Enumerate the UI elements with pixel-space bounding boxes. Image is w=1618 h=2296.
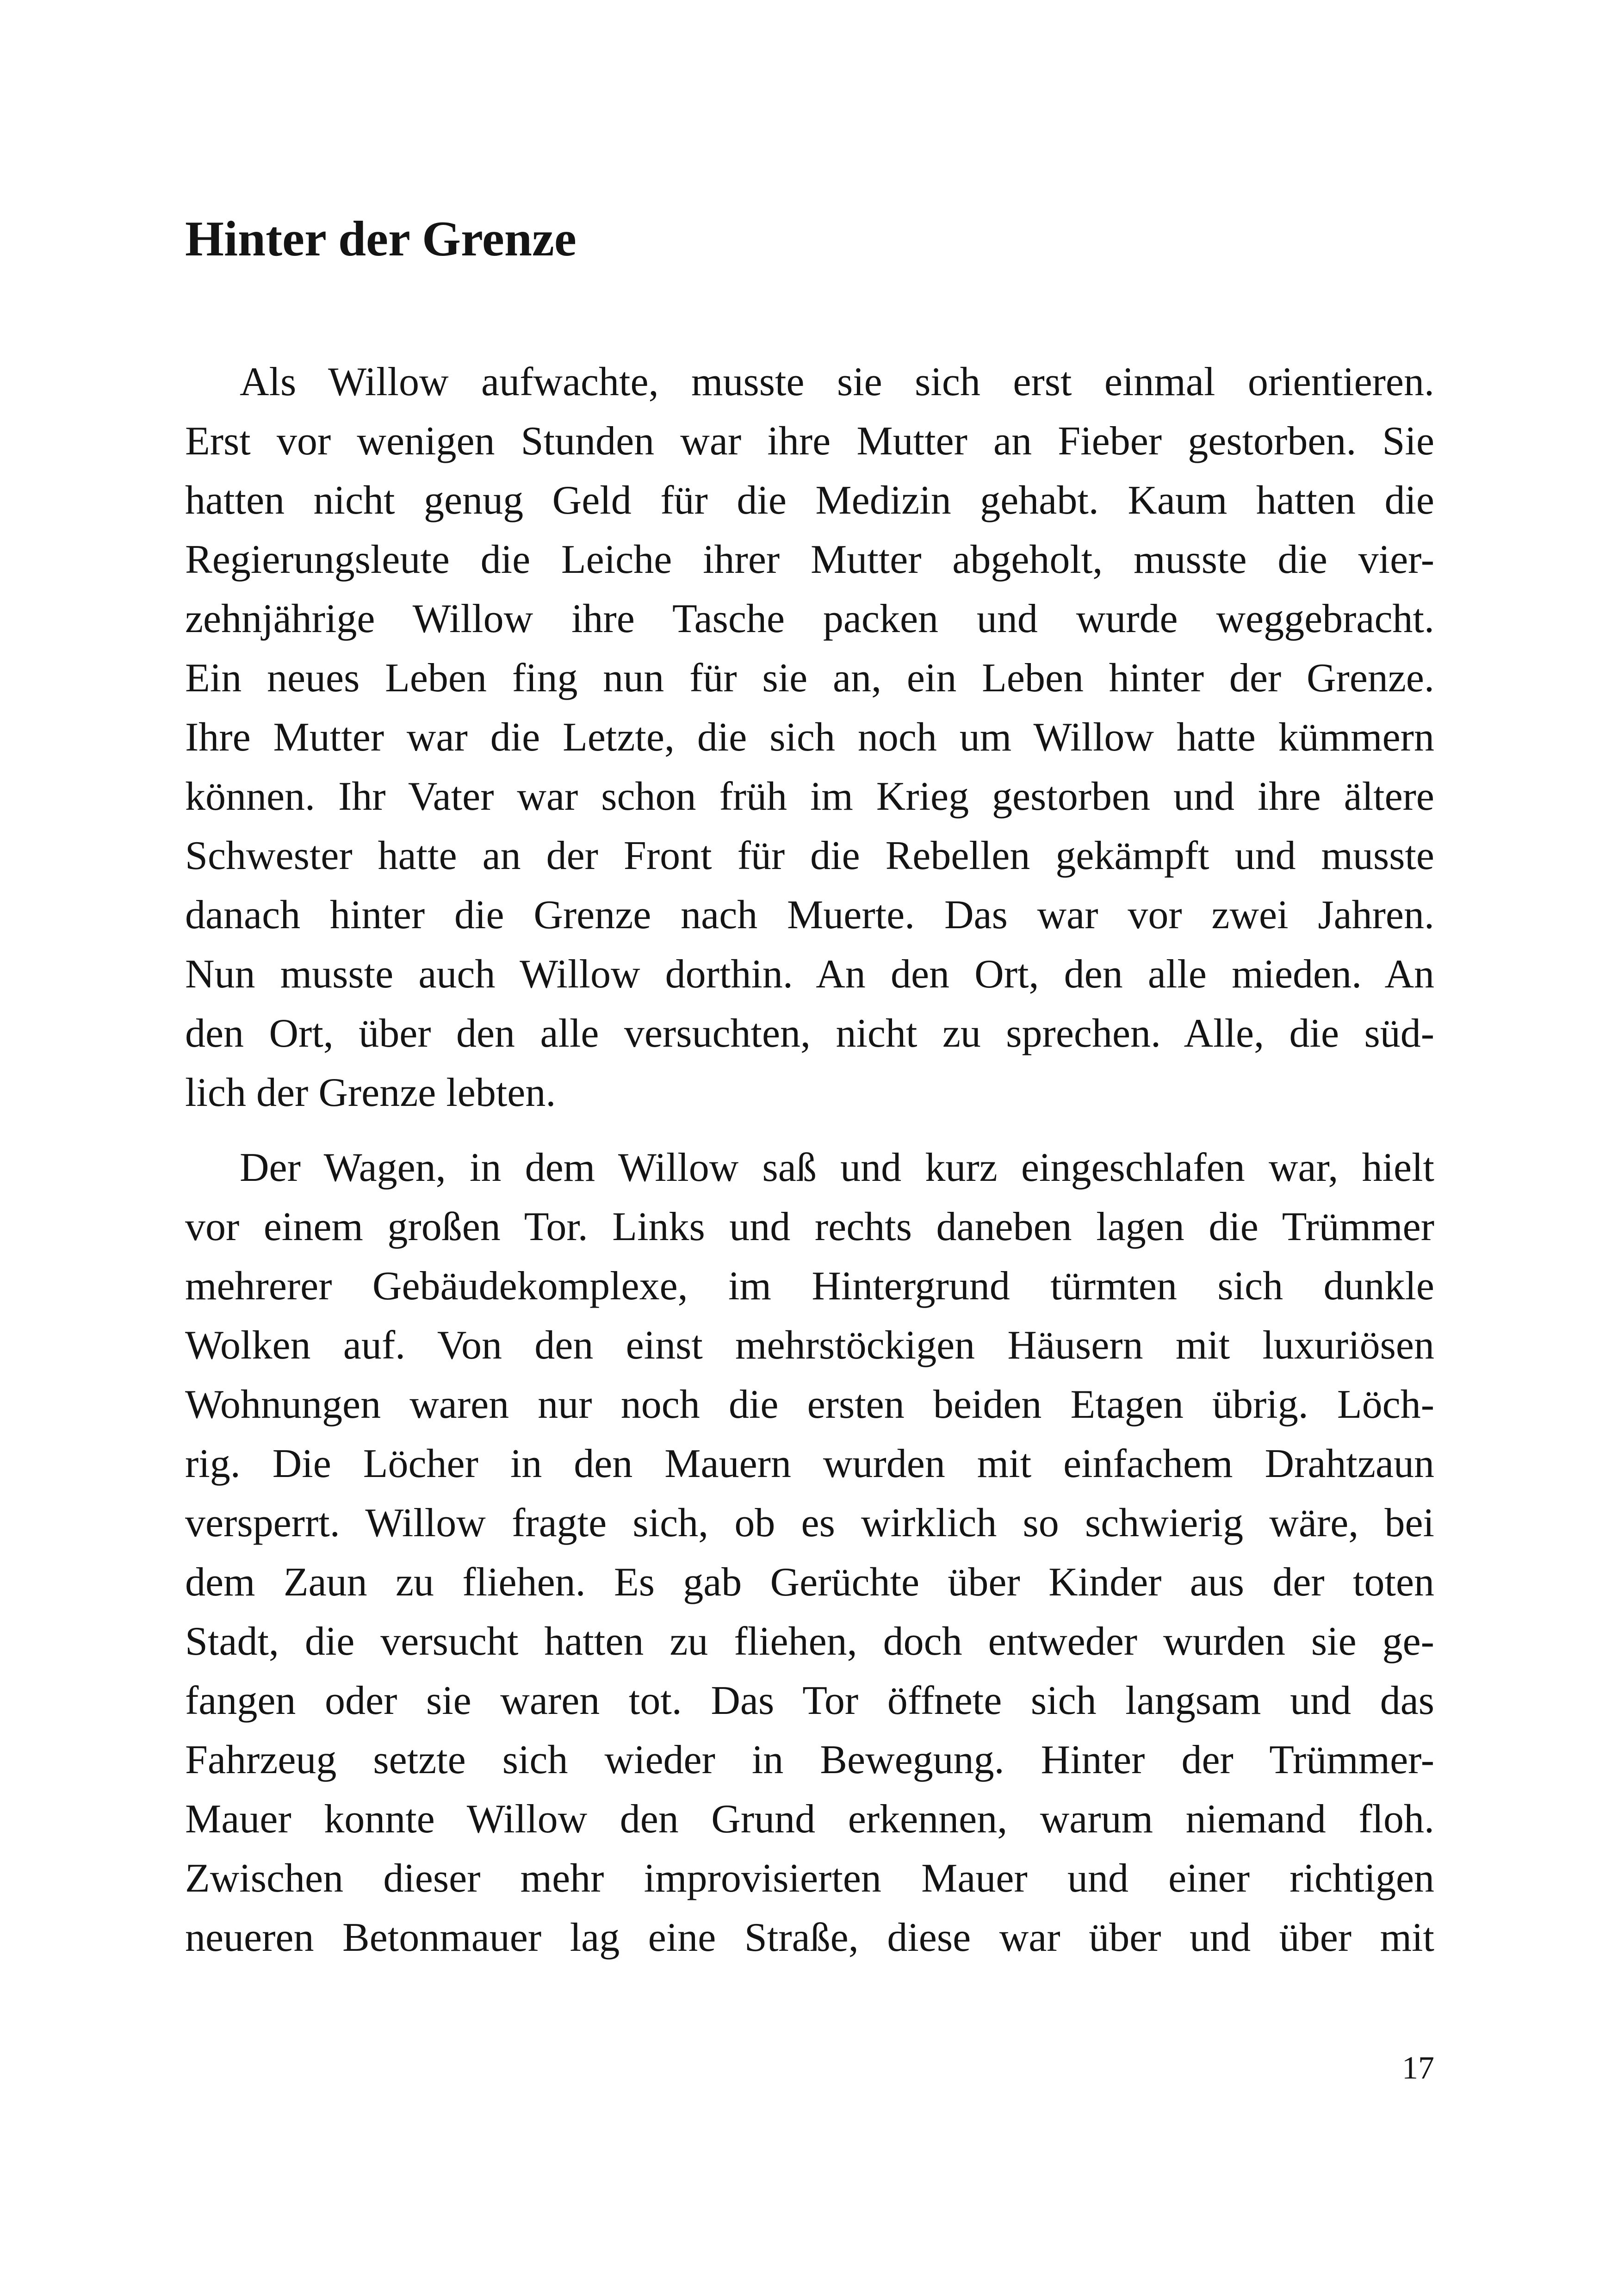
text-line: Als Willow aufwachte, musste sie sich erst einmal orientieren. bbox=[240, 360, 1434, 404]
text-line: danach hinter die Grenze nach Muerte. Das war vor zwei Jahren. bbox=[185, 893, 1434, 937]
text-line: rig. Die Löcher in den Mauern wurden mit einfachem Drahtzaun bbox=[185, 1441, 1434, 1486]
text-line: zehnjährige Willow ihre Tasche packen und wurde weggebracht. bbox=[185, 596, 1434, 641]
text-line: dem Zaun zu fliehen. Es gab Gerüchte über Kinder aus der toten bbox=[185, 1560, 1434, 1605]
text-line: Wolken auf. Von den einst mehrstöckigen Häusern mit luxuriösen bbox=[185, 1323, 1434, 1368]
text-line: Schwester hatte an der Front für die Rebellen gekämpft und musste bbox=[185, 833, 1434, 878]
text-line: Der Wagen, in dem Willow saß und kurz eingeschlafen war, hielt bbox=[240, 1145, 1434, 1190]
text-line: Ein neues Leben fing nun für sie an, ein Leben hinter der Grenze. bbox=[185, 656, 1434, 701]
text-line: können. Ihr Vater war schon früh im Krieg gestorben und ihre ältere bbox=[185, 774, 1434, 819]
text-line: Nun musste auch Willow dorthin. An den Ort, den alle mieden. An bbox=[185, 952, 1434, 997]
text-line: Ihre Mutter war die Letzte, die sich noch um Willow hatte kümmern bbox=[185, 715, 1434, 760]
text-line: Wohnungen waren nur noch die ersten beiden Etagen übrig. Löch- bbox=[185, 1382, 1434, 1427]
text-line: Fahrzeug setzte sich wieder in Bewegung. Hinter der Trümmer- bbox=[185, 1738, 1434, 1782]
text-line: lich der Grenze lebten. bbox=[185, 1070, 556, 1115]
text-line: versperrt. Willow fragte sich, ob es wirklich so schwierig wäre, bei bbox=[185, 1501, 1434, 1545]
text-line: vor einem großen Tor. Links und rechts daneben lagen die Trümmer bbox=[185, 1204, 1434, 1249]
text-line: Regierungsleute die Leiche ihrer Mutter abgeholt, musste die vier- bbox=[185, 537, 1434, 582]
text-line: Mauer konnte Willow den Grund erkennen, warum niemand floh. bbox=[185, 1797, 1434, 1842]
page-number: 17 bbox=[1402, 2050, 1434, 2086]
chapter-title: Hinter der Grenze bbox=[185, 211, 577, 267]
text-line: Erst vor wenigen Stunden war ihre Mutter an Fieber gestorben. Sie bbox=[185, 419, 1434, 464]
text-line: mehrerer Gebäudekomplexe, im Hintergrund türmten sich dunkle bbox=[185, 1264, 1434, 1309]
text-line: hatten nicht genug Geld für die Medizin gehabt. Kaum hatten die bbox=[185, 478, 1434, 523]
text-line: neueren Betonmauer lag eine Straße, diese war über und über mit bbox=[185, 1915, 1434, 1960]
text-line: fangen oder sie waren tot. Das Tor öffnete sich langsam und das bbox=[185, 1678, 1434, 1723]
text-line: den Ort, über den alle versuchten, nicht zu sprechen. Alle, die süd- bbox=[185, 1011, 1434, 1056]
text-line: Zwischen dieser mehr improvisierten Mauer und einer richtigen bbox=[185, 1856, 1434, 1901]
text-line: Stadt, die versucht hatten zu fliehen, doch entweder wurden sie ge- bbox=[185, 1619, 1434, 1664]
